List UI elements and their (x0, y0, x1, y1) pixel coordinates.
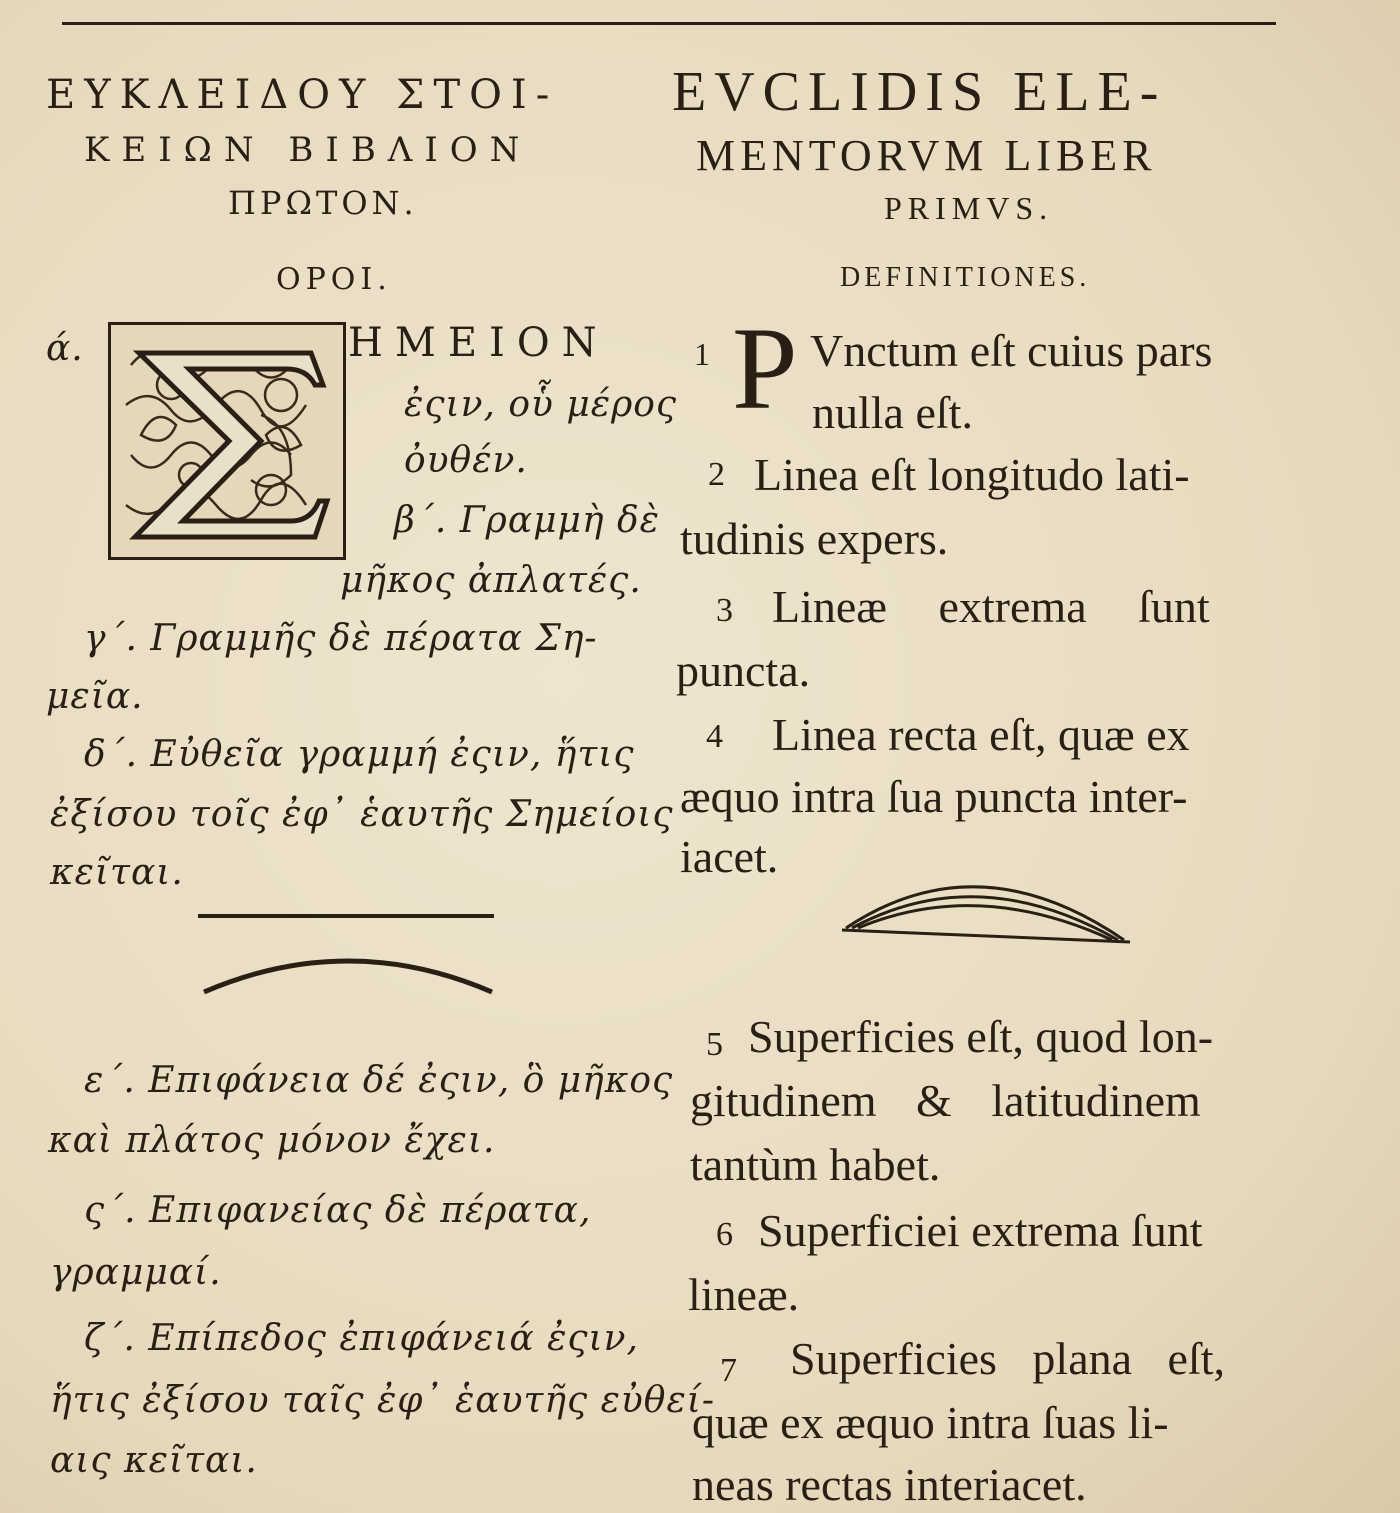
curved-line-figure (200, 940, 496, 1000)
latin-def7-line-2: quæ ex æquo intra ſuas li- (692, 1397, 1169, 1448)
greek-heading: ΟΡΟΙ. (276, 262, 392, 297)
latin-def2-line-2: tudinis expers. (680, 513, 949, 564)
latin-title-line-3: PRIMVS. (884, 190, 1054, 226)
latin-def5-number: 5 (706, 1026, 723, 1063)
greek-def6-line-1: ς΄. Επιφανείας δὲ πέρατα, (84, 1190, 592, 1231)
latin-def2-line-1: Linea eſt longitudo lati- (754, 449, 1190, 500)
greek-def3-line-1: γ΄. Γραμμῆς δὲ πέρατα Ση- (84, 618, 598, 659)
greek-def1-marker: ά. (46, 328, 84, 369)
ornamental-initial (108, 322, 346, 560)
ornament-vine-icon (111, 325, 343, 557)
latin-def7-number: 7 (720, 1352, 737, 1389)
latin-def5-line-2: gitudinem & latitudinem (690, 1075, 1201, 1126)
latin-def6-number: 6 (716, 1216, 733, 1253)
latin-def5-line-3: tantùm habet. (690, 1139, 941, 1190)
greek-def7-line-1: ζ΄. Επίπεδος ἐπιφάνειά ἐςιν, (84, 1318, 639, 1359)
greek-def2-line-1: β΄. Γραμμὴ δὲ (394, 500, 660, 541)
latin-def3-line-2: puncta. (676, 645, 811, 696)
greek-def5-line-2: καὶ πλάτος μόνον ἔχει. (48, 1120, 496, 1161)
latin-def4-line-3: iacet. (680, 831, 779, 882)
latin-title-line-1: EVCLIDIS ELE- (672, 61, 1167, 123)
greek-def6-line-2: γραμμαί. (50, 1252, 222, 1293)
greek-def2-line-2: μῆκος ἀπλατές. (340, 560, 642, 601)
latin-def4-line-1: Linea recta eſt, quæ ex (772, 709, 1190, 760)
greek-def4-line-1: δ΄. Εὐθεῖα γραμμή ἐςιν, ἥτις (84, 734, 635, 775)
latin-heading: DEFINITIONES. (840, 262, 1091, 293)
latin-def5-line-1: Superficies eſt, quod lon- (748, 1011, 1214, 1062)
latin-def1-line-2: nulla eſt. (812, 387, 973, 438)
arcs-figure (838, 860, 1138, 950)
latin-def7-line-3: neas rectas interiacet. (692, 1459, 1087, 1510)
latin-def1-initial: P (732, 303, 798, 434)
latin-def6-line-2: lineæ. (688, 1269, 800, 1320)
greek-title-line-1: ΕΥΚΛΕΙΔΟΥ ΣΤΟΙ- (46, 72, 559, 118)
latin-def3-number: 3 (716, 592, 733, 629)
greek-def4-line-3: κεῖται. (50, 852, 184, 893)
greek-def7-line-3: αις κεῖται. (50, 1440, 258, 1481)
latin-def4-line-2: æquo intra ſua puncta inter- (680, 771, 1188, 822)
straight-line-figure (198, 914, 494, 918)
latin-def3-line-1: Lineæ extrema ſunt (772, 581, 1210, 632)
latin-def6-line-1: Superficiei extrema ſunt (758, 1205, 1203, 1256)
latin-def1-line-1: Vnctum eſt cuius pars (810, 325, 1213, 376)
latin-def7-line-1: Superficies plana eſt, (790, 1333, 1226, 1384)
greek-def1-line-2: ἐςιν, οὗ μέρος (404, 384, 678, 425)
greek-def7-line-2: ἥτις ἐξίσου ταῖς ἐφ᾽ ἑαυτῆς εὐθεί- (50, 1380, 716, 1421)
greek-title-line-2: ΚΕΙΩΝ ΒΙΒΛΙΟΝ (84, 130, 532, 170)
greek-def1-line-3: ὀυθέν. (404, 440, 528, 481)
greek-def3-line-2: μεῖα. (46, 676, 144, 717)
greek-def4-line-2: ἐξίσου τοῖς ἐφ᾽ ἑαυτῆς Σημείοις (50, 794, 674, 835)
greek-def1-line-1: ΗΜΕΙΟΝ (348, 320, 609, 366)
latin-def4-number: 4 (706, 718, 723, 755)
latin-def2-number: 2 (708, 456, 725, 493)
top-rule (62, 22, 1276, 25)
latin-title-line-2: MENTORVM LIBER (696, 131, 1157, 180)
greek-title-line-3: ΠΡΩΤΟΝ. (228, 184, 418, 222)
greek-def5-line-1: ε΄. Επιφάνεια δέ ἐςιν, ὃ μῆκος (84, 1060, 674, 1101)
latin-def1-number: 1 (694, 336, 710, 372)
